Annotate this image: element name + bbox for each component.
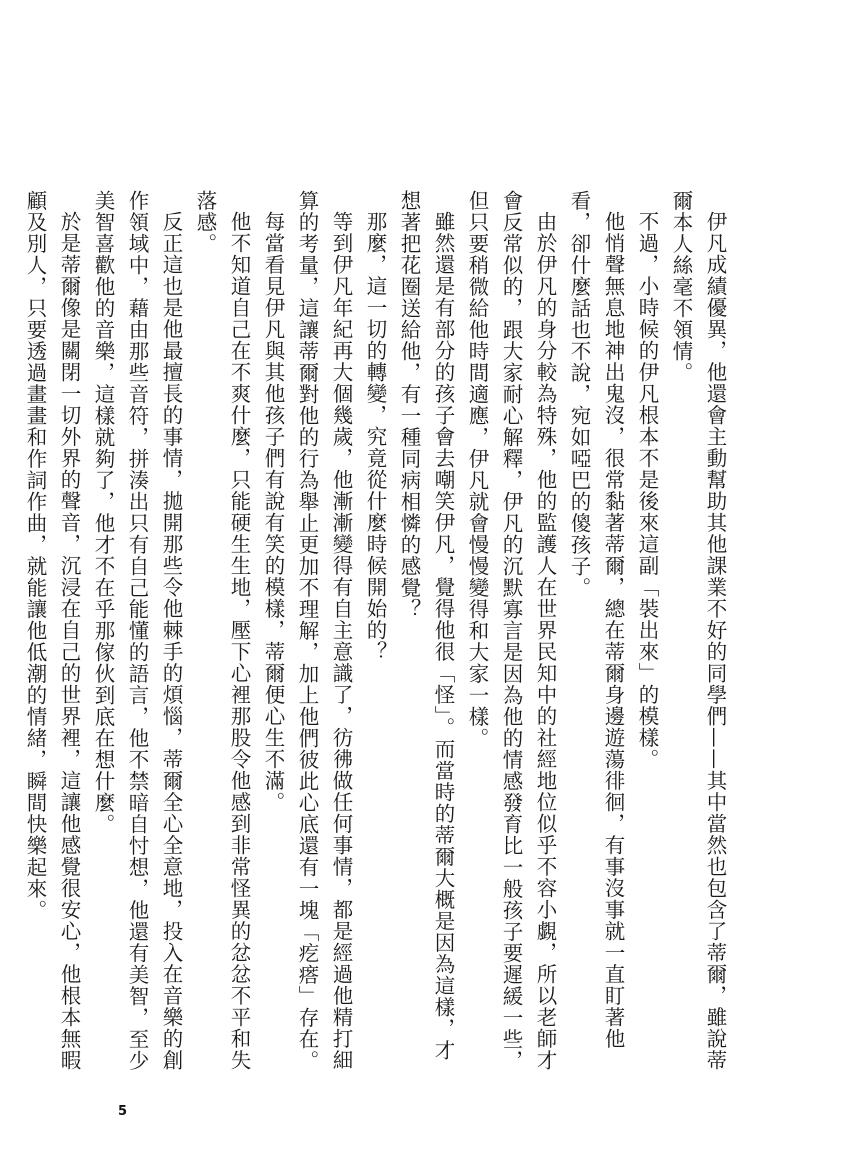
paragraph: 由於伊凡的身分較為特殊，他的監護人在世界民知中的社經地位似乎不容小覷，所以老師才會反常似的，跟大家耐心解釋，伊凡的沉默寡言是因為他的情感發育比一般孩子要遲緩一些，但只要稍微給他時間適應，伊凡就會慢慢變得和大家一樣。 — [465, 190, 557, 1072]
paragraph: 不過，小時候的伊凡根本不是後來這副「裝出來」的模樣。 — [635, 210, 659, 770]
page-number: 5 — [118, 1104, 128, 1119]
paragraph: 伊凡成績優異，他還會主動幫助其他課業不好的同學們——其中當然也包含了蒂爾，雖說蒂爾本人絲毫不領情。 — [669, 190, 727, 1071]
paragraph: 每當看見伊凡與其他孩子們有說有笑的模樣，蒂爾便心生不滿。 — [261, 210, 285, 813]
paragraph: 那麼，這一切的轉變，究竟從什麼時候開始的？ — [363, 210, 387, 662]
paragraph: 於是蒂爾像是關閉一切外界的聲音，沉浸在自己的世界裡，這讓他感覺很安心，他根本無暇顧及別人，只要透過畫畫和作詞作曲，就能讓他低潮的情緒，瞬間快樂起來。 — [23, 190, 81, 1071]
paragraph: 等到伊凡年紀再大個幾歲，他漸漸變得有自主意識了，彷彿做任何事情，都是經過他精打細算的考量，這讓蒂爾對他的行為舉止更加不理解，加上他們彼此心底還有一塊「疙瘩」存在。 — [295, 190, 353, 1072]
body-text — [23, 190, 732, 1080]
paragraph: 他悄聲無息地神出鬼沒，很常黏著蒂爾，總在蒂爾身邊遊蕩徘徊，有事沒事就一直盯著他看，卻什麼話也不說，宛如啞巴的傻孩子。 — [567, 190, 625, 1049]
paragraph: 雖然還是有部分的孩子會去嘲笑伊凡，覺得他很「怪」。而當時的蒂爾大概是因為這樣，才想著把花圈送給他，有一種同病相憐的感覺？ — [397, 190, 455, 1061]
paragraph: 反正這也是他最擅長的事情，拋開那些令他棘手的煩惱，蒂爾全心全意地，投入在音樂的創作領域中，藉由那些音符，拼湊出只有自己能懂的語言，他不禁暗自忖想，他還有美智，至少美智喜歡他的音樂，這樣就夠了，他才不在乎那傢伙到底在想什麼。 — [91, 190, 183, 1072]
paragraph: 他不知道自己在不爽什麼，只能硬生生地，壓下心裡那股令他感到非常怪異的忿忿不平和失落感。 — [193, 190, 251, 1071]
